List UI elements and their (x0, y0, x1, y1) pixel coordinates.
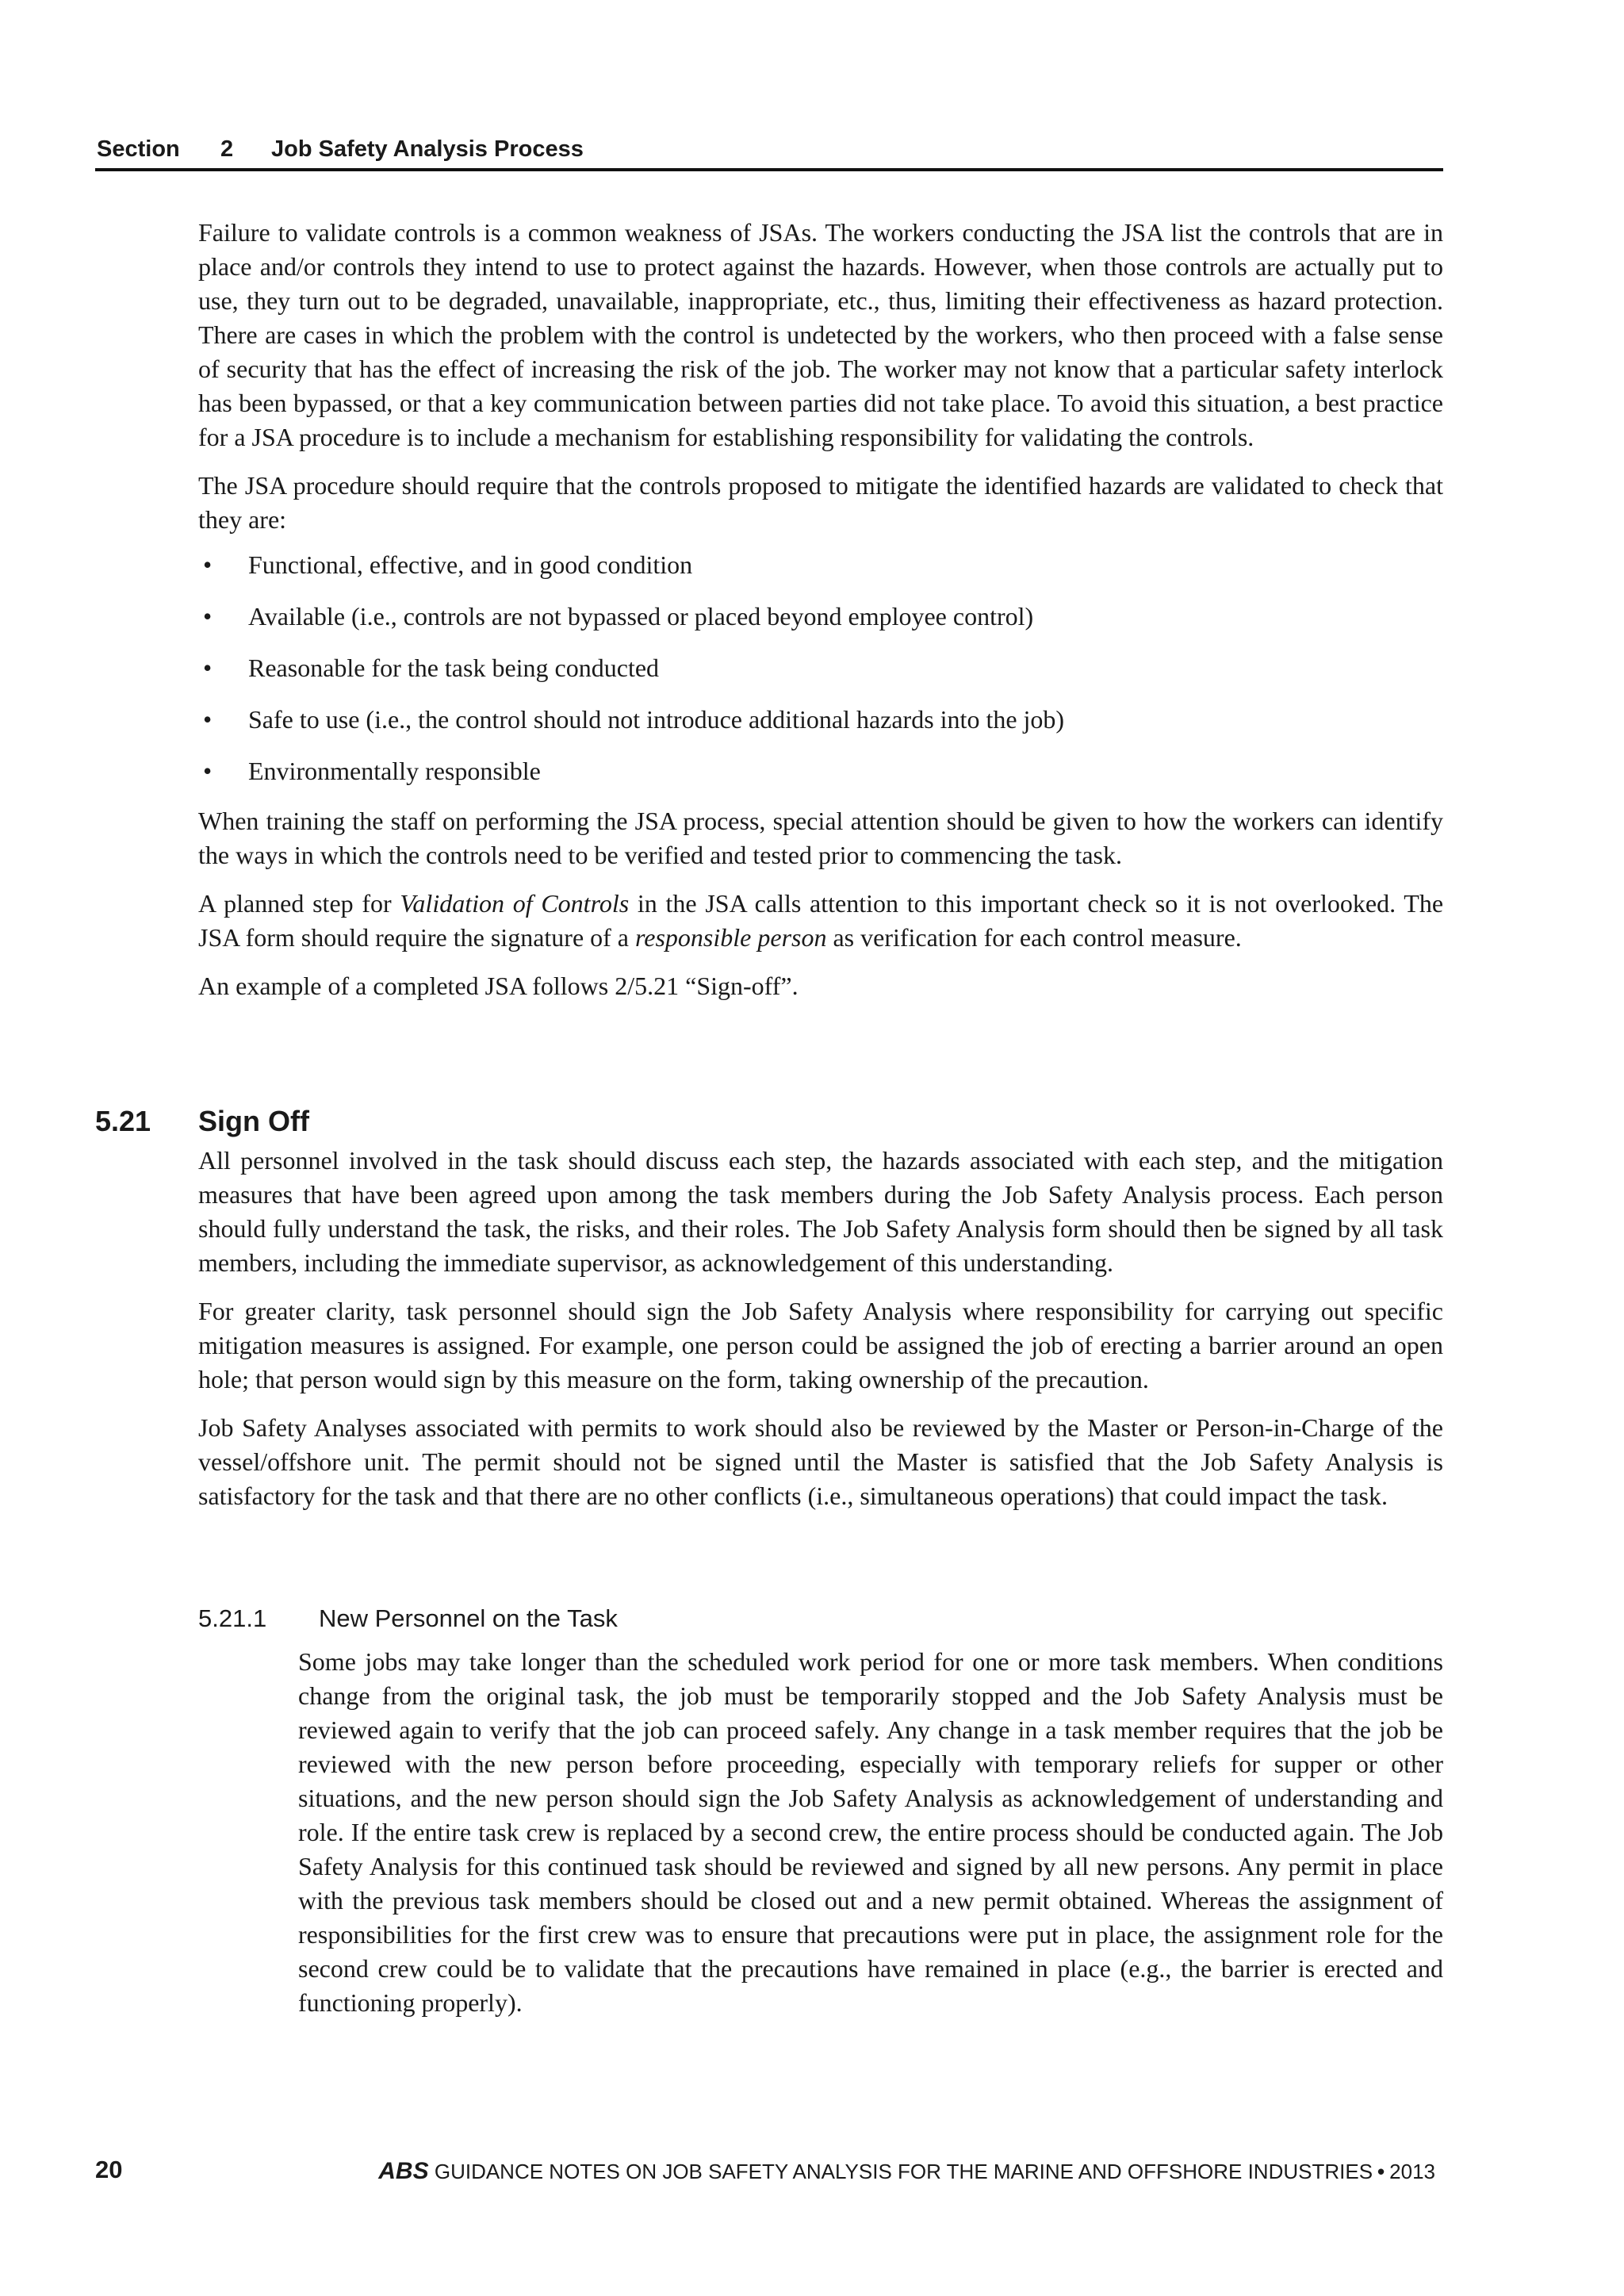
validation-checklist (198, 548, 1443, 788)
list-item-text: Functional, effective, and in good condition (248, 550, 693, 579)
bullet-icon: • (203, 550, 213, 579)
list-item-text: Available (i.e., controls are not bypassed or placed beyond employee control) (248, 602, 1034, 631)
list-item (198, 703, 1443, 737)
footer-publication (378, 2157, 1435, 2186)
list-item (198, 600, 1443, 634)
intro-paragraph-4 (198, 887, 1443, 955)
p4-text-a: A planned step for (198, 889, 400, 918)
bullet-icon: • (203, 757, 213, 785)
bullet-icon: • (203, 602, 213, 631)
bullet-icon: • (203, 654, 213, 682)
p4-italic-responsible: responsible person (635, 923, 827, 952)
sign-off-paragraph-1: All personnel involved in the task should discuss each step, the hazards associated with each step, and the mitigation measures that have been agreed upon among the task members during the Job Safety Analysis process. Each person should fully understand the task, the risks, and their roles. The Job Safety Analysis form should then be signed by all task members, including the immediate supervisor, as acknowledgement of this understanding. (198, 1146, 1443, 1277)
p4-text-c: as verification for each control measure. (826, 923, 1242, 952)
intro-paragraph-2: The JSA procedure should require that the controls proposed to mitigate the identified hazards are validated to check that they are: (198, 471, 1443, 534)
intro-paragraph-3: When training the staff on performing the JSA process, special attention should be given to how the workers can identify the ways in which the controls need to be verified and tested prior to commencing the task. (198, 807, 1443, 869)
subsection-title: New Personnel on the Task (319, 1604, 618, 1632)
p4-text-b: in the JSA calls attention to this important check so it is not overlooked. The JSA form should require the signature of a (198, 889, 1444, 952)
running-header (95, 133, 1443, 171)
sign-off-block (198, 1144, 1443, 1527)
list-item-text: Reasonable for the task being conducted (248, 654, 660, 682)
subsection-number: 5.21.1 (198, 1604, 267, 1632)
footer-separator: • (1377, 2160, 1385, 2183)
intro-paragraph-5: An example of a completed JSA follows 2/5.21 “Sign-off”. (198, 972, 799, 1000)
running-footer (95, 2154, 1443, 2189)
footer-year: 2013 (1389, 2160, 1435, 2183)
abs-logo-text: ABS (378, 2158, 429, 2184)
intro-paragraph-1: Failure to validate controls is a common weakness of JSAs. The workers conducting the JSA list the controls that are in place and/or controls they intend to use to protect against the hazards. However, when those controls are actually put to use, they turn out to be degraded, unavailable, inappropriate, etc., thus, limiting their effectiveness as hazard protection. There are cases in which the problem with the control is undetected by the workers, who then proceed with a false sense of security that has the effect of increasing the risk of the job. The worker may not know that a particular safety interlock has been bypassed, or that a key communication between parties did not take place. To avoid this situation, a best practice for a JSA procedure is to include a mechanism for establishing responsibility for validating the controls. (198, 218, 1443, 451)
list-item-text: Safe to use (i.e., the control should not introduce additional hazards into the job) (248, 705, 1065, 734)
header-section-number: 2 (220, 136, 234, 162)
list-item (198, 651, 1443, 685)
section-title: Sign Off (198, 1105, 309, 1137)
header-section-word: Section (97, 136, 180, 162)
sign-off-paragraph-2: For greater clarity, task personnel should sign the Job Safety Analysis where responsibility for carrying out specific mitigation measures is assigned. For example, one person could be assigned the job of erecting a barrier around an open hole; that person would sign by this measure on the form, taking ownership of the precaution. (198, 1297, 1443, 1393)
section-number: 5.21 (95, 1105, 151, 1137)
footer-title: GUIDANCE NOTES ON JOB SAFETY ANALYSIS FOR THE MARINE AND OFFSHORE INDUSTRIES (434, 2160, 1373, 2183)
bullet-icon: • (203, 705, 213, 734)
list-item (198, 548, 1443, 582)
list-item-text: Environmentally responsible (248, 757, 541, 785)
header-section-title: Job Safety Analysis Process (271, 136, 584, 162)
intro-block (198, 216, 1443, 1018)
p4-italic-validation: Validation of Controls (400, 889, 630, 918)
page-number: 20 (95, 2156, 123, 2183)
new-personnel-block (298, 1645, 1443, 2020)
sign-off-paragraph-3: Job Safety Analyses associated with permits to work should also be reviewed by the Master or Person-in-Charge of the vessel/offshore unit. The permit should not be signed until the Master is satisfied that the Job Safety Analysis is satisfactory for the task and that there are no other conflicts (i.e., simultaneous operations) that could impact the task. (198, 1413, 1443, 1510)
new-personnel-paragraph: Some jobs may take longer than the scheduled work period for one or more task members. When conditions change from the original task, the job must be temporarily stopped and the Job Safety Analysis must be reviewed again to verify that the job can proceed safely. Any change in a task member requires that the job be reviewed with the new person before proceeding, especially with temporary reliefs for supper or other situations, and the new person should sign the Job Safety Analysis as acknowledgement of understanding and role. If the entire task crew is replaced by a second crew, the entire process should be conducted again. The Job Safety Analysis for this continued task should be reviewed and signed by all new persons. Any permit in place with the previous task members should be closed out and a new permit obtained. Whereas the assignment of responsibilities for the first crew was to ensure that precautions were put in place, the assignment role for the second crew could be to validate that the precautions have remained in place (e.g., the barrier is erected and functioning properly). (298, 1647, 1443, 2017)
list-item (198, 754, 1443, 788)
